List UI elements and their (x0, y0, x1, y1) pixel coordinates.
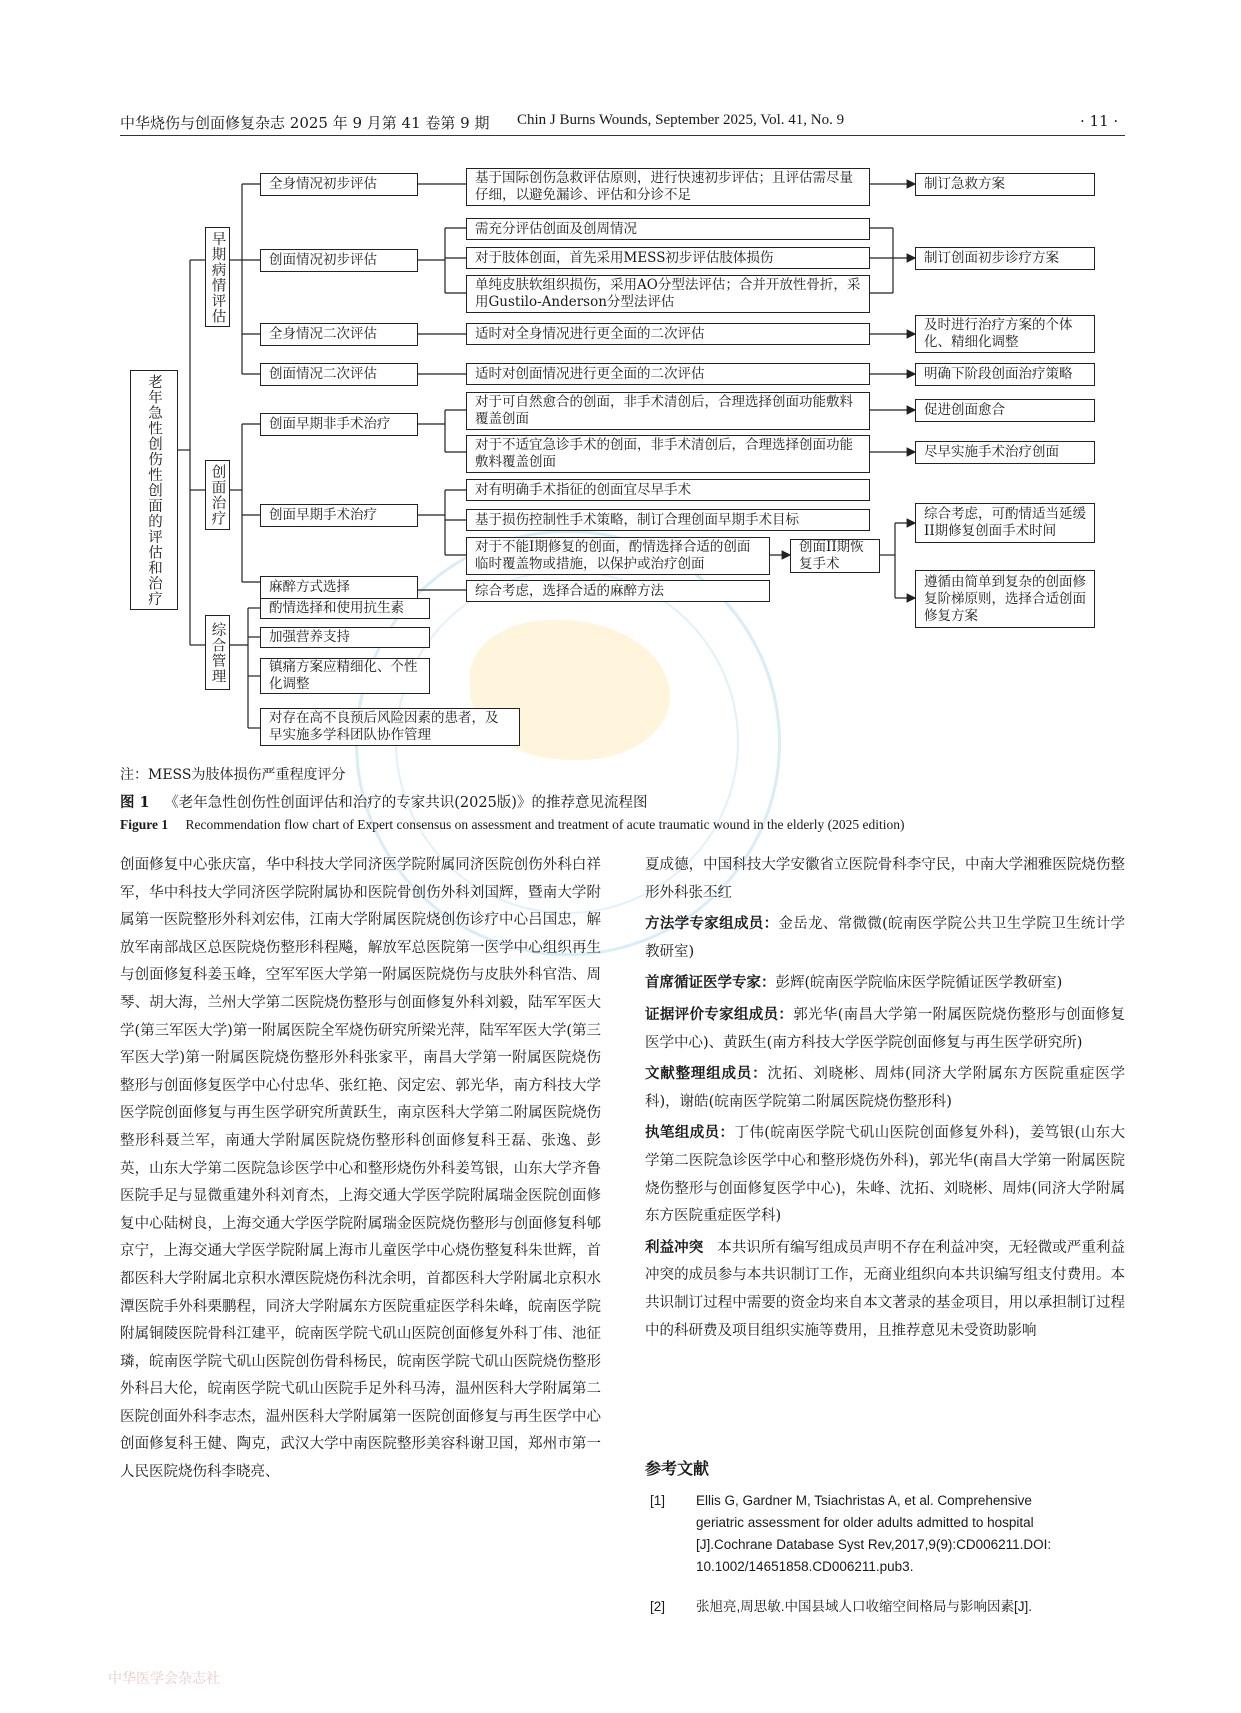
figure-caption-en (120, 817, 1130, 833)
journal-header: 中华烧伤与创面修复杂志 2025 年 9 月第 41 卷第 9 期 (120, 114, 490, 132)
flow-step: 创面早期非手术治疗 (260, 413, 418, 436)
literature-text: 沈拓、刘晓彬、周炜(同济大学附属东方医院重症医学科)，谢皓(皖南医学院第二附属医院烧伤整形科) (645, 1066, 1126, 1110)
flow-detail: 适时对全身情况进行更全面的二次评估 (466, 323, 870, 345)
ebm-text: 彭辉(皖南医学院临床医学院循证医学教研室) (775, 975, 1063, 992)
flow-detail: 单纯皮肤软组织损伤，采用AO分型法评估；合并开放性骨折，采用Gustilo-Anderson分型法评估 (466, 275, 870, 313)
flow-detail: 对于不适宜急诊手术的创面，非手术清创后，合理选择创面功能敷料覆盖创面 (466, 435, 870, 473)
coi-group (645, 1234, 1125, 1345)
flow-detail: 对有明确手术指征的创面宜尽早手术 (466, 479, 870, 501)
writing-group (645, 1119, 1125, 1230)
evidence-group (645, 1001, 1125, 1057)
literature-label: 文献整理组成员： (645, 1065, 768, 1083)
left-column-text: 创面修复中心张庆富，华中科技大学同济医学院附属同济医院创伤外科白祥军，华中科技大学同济医学院附属协和医院骨创伤外科刘国辉，暨南大学附属第一医院整形外科刘宏伟，江南大学附属医院烧创伤诊疗中心吕国忠，解放军南部战区总医院烧伤整形科程飚，解放军总医院第一医学中心组织再生与创面修复科姜玉峰，空军军医大学第一附属医院烧伤与皮肤外科官浩、周琴、胡大海，兰州大学第二医院烧伤整形与创面修复外科刘毅，陆军军医大学(第三军医大学)第一附属医院全军烧伤研究所梁光萍，陆军军医大学(第三军医大学)第一附属医院烧伤整形外科张家平，南昌大学第一附属医院烧伤整形与创面修复医学中心付忠华、张红艳、闵定宏、郭光华，南方科技大学医学院创面修复与再生医学研究所黄跃生，南京医科大学第二附属医院烧伤整形科聂兰军，南通大学附属医院烧伤整形科创面修复科王磊、张逸、彭英，山东大学第二医院急诊医学中心和整形烧伤外科姜笃银，山东大学齐鲁医院手足与显微重建外科刘育杰，上海交通大学医学院附属瑞金医院创面修复中心陆树良，上海交通大学医学院附属瑞金医院烧伤整形与创面修复科郇京宁，上海交通大学医学院附属上海市儿童医学中心烧伤整复科朱世辉，首都医科大学附属北京积水潭医院烧伤科沈余明，首都医科大学附属北京积水潭医院手外科栗鹏程，同济大学附属东方医院重症医学科朱峰，皖南医学院附属铜陵医院骨科江建平，皖南医学院弋矶山医院创面修复外科丁伟、池征璘，皖南医学院弋矶山医院创伤骨科杨民，皖南医学院弋矶山医院烧伤整形外科吕大伦，皖南医学院弋矶山医院手足外科马涛，温州医科大学附属第二医院创面外科李志杰，温州医科大学附属第一医院创面修复与再生医学中心创面修复科王健、陶克，武汉大学中南医院整形美容科谢卫国，郑州市第一人民医院烧伤科李晓亮、 (120, 857, 601, 1481)
flow-step: 创面情况初步评估 (260, 249, 418, 272)
journal-header-en: Chin J Burns Wounds, September 2025, Vol. 41, No. 9 (517, 112, 845, 128)
flow-group-assessment: 早期病情评估 (205, 227, 230, 327)
references-title: 参考文献 (645, 1459, 710, 1478)
flow-detail: 基于损伤控制性手术策略，制订合理创面早期手术目标 (466, 509, 870, 531)
figure-caption-text: 《老年急性创伤性创面评估和治疗的专家共识(2025版)》的推荐意见流程图 (164, 795, 648, 811)
flow-step: 麻醉方式选择 (260, 576, 418, 599)
flow-result: 促进创面愈合 (915, 399, 1095, 422)
flow-step: 创面情况二次评估 (260, 363, 418, 386)
flow-result: 遵循由简单到复杂的创面修复阶梯原则，选择合适创面修复方案 (915, 570, 1095, 628)
flow-root: 老年急性创伤性创面的评估和治疗 (130, 370, 178, 610)
flow-group-treatment: 创面治疗 (205, 460, 230, 530)
methods-group (645, 910, 1125, 966)
flow-detail: 对于不能I期修复的创面，酌情选择合适的创面临时覆盖物或措施，以保护或治疗创面 (466, 537, 770, 575)
reference-number: [1] (650, 1493, 666, 1508)
reference-number: [2] (650, 1599, 666, 1614)
flow-management: 加强营养支持 (260, 627, 430, 648)
page-number: · 11 · (1080, 112, 1119, 130)
writing-text: 丁伟(皖南医学院弋矶山医院创面修复外科)，姜笃银(山东大学第二医院急诊医学中心和整形烧伤外科)，郭光华(南昌大学第一附属医院烧伤整形与创面修复医学中心)，朱峰、沈拓、刘晓彬、周炜(同济大学附属东方医院重症医学科) (645, 1125, 1126, 1225)
methods-label: 方法学专家组成员： (645, 915, 779, 933)
flow-detail: 需充分评估创面及创周情况 (466, 218, 870, 240)
reference-text: 张旭亮,周思敏.中国县域人口收缩空间格局与影响因素[J]. (696, 1599, 1033, 1614)
flow-mid: 创面II期恢复手术 (790, 539, 880, 573)
ebm-label: 首席循证医学专家： (645, 974, 776, 992)
flow-management: 镇痛方案应精细化、个性化调整 (260, 658, 430, 694)
coi-label: 利益冲突 (645, 1238, 704, 1256)
methods-text: 金岳龙、常微微(皖南医学院公共卫生学院卫生统计学教研室) (645, 916, 1126, 960)
flow-step: 创面早期手术治疗 (260, 504, 418, 527)
flow-result: 制订创面初步诊疗方案 (915, 247, 1095, 270)
flow-detail: 适时对创面情况进行更全面的二次评估 (466, 363, 870, 385)
flow-detail: 综合考虑，选择合适的麻醉方法 (466, 580, 770, 602)
flow-result: 及时进行治疗方案的个体化、精细化调整 (915, 315, 1095, 353)
flow-detail: 对于可自然愈合的创面，非手术清创后，合理选择创面功能敷料覆盖创面 (466, 392, 870, 430)
flow-result: 明确下阶段创面治疗策略 (915, 363, 1095, 386)
flow-result: 综合考虑，可酌情适当延缓II期修复创面手术时间 (915, 503, 1095, 543)
figure-caption-en-text: Recommendation flow chart of Expert consensus on assessment and treatment of acute traumatic wound in the elderly (2025 edition) (185, 817, 905, 832)
figure-label: 图 1 (120, 794, 150, 811)
right-column (645, 852, 1125, 1345)
evidence-label: 证据评价专家组成员： (645, 1005, 794, 1023)
contributors-continued: 夏成德，中国科技大学安徽省立医院骨科李守民，中南大学湘雅医院烧伤整形外科张丕红 (645, 857, 1125, 901)
figure-label-en: Figure 1 (120, 817, 169, 832)
flow-management: 对存在高不良预后风险因素的患者，及早实施多学科团队协作管理 (260, 708, 520, 746)
reference-text: Ellis G, Gardner M, Tsiachristas A, et al. Comprehensive geriatric assessment for older adults admitted to hospital [J].Cochrane Database Syst Rev,2017,9(9):CD006211.DOI: 10.1002/14651858.CD006211.pub3. (696, 1493, 1052, 1574)
reference-item (650, 1596, 1130, 1626)
reference-item (650, 1490, 1130, 1590)
flow-detail: 对于肢体创面，首先采用MESS初步评估肢体损伤 (466, 247, 870, 269)
ebm-group (645, 969, 1125, 998)
writing-label: 执笔组成员： (645, 1124, 735, 1142)
figure-note: 注：MESS为肢体损伤严重程度评分 (120, 767, 346, 783)
figure-caption (120, 791, 647, 812)
coi-text: 本共识所有编写组成员声明不存在利益冲突，无轻微或严重利益冲突的成员参与本共识制订工作，无商业组织向本共识编写组支付费用。本共识制订过程中需要的资金均来自本文著录的基金项目，用以承担制订过程中的科研费及项目组织实施等费用，且推荐意见未受资助影响 (645, 1239, 1126, 1339)
flow-detail: 基于国际创伤急救评估原则，进行快速初步评估；且评估需尽量仔细，以避免漏诊、评估和分诊不足 (466, 168, 870, 206)
flow-result: 尽早实施手术治疗创面 (915, 441, 1095, 464)
evidence-text: 郭光华(南昌大学第一附属医院烧伤整形与创面修复医学中心)、黄跃生(南方科技大学医学院创面修复与再生医学研究所) (645, 1006, 1126, 1051)
publisher-logo: 中华医学会杂志社 (108, 1671, 220, 1687)
flow-step: 全身情况二次评估 (260, 323, 418, 346)
flow-step: 全身情况初步评估 (260, 173, 418, 196)
flow-management: 酌情选择和使用抗生素 (260, 598, 430, 619)
flow-result: 制订急救方案 (915, 173, 1095, 196)
literature-group (645, 1060, 1125, 1116)
flow-group-management: 综合管理 (205, 615, 230, 690)
